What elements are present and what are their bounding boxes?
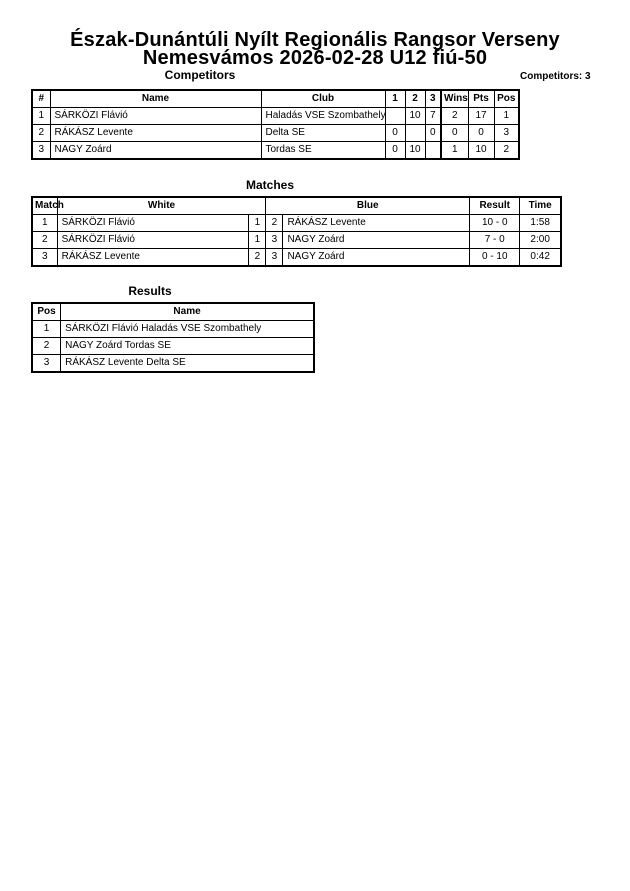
match-number: 2: [32, 232, 57, 249]
blue-number: 3: [266, 232, 283, 249]
matches-table: [31, 196, 562, 267]
score-vs-1: [385, 108, 405, 125]
score-vs-3: 7: [425, 108, 441, 125]
blue-competitor: NAGY Zoárd: [283, 232, 470, 249]
match-number: 1: [32, 215, 57, 232]
score-vs-1: 0: [385, 125, 405, 142]
competitor-points: 0: [468, 125, 494, 142]
match-time: 0:42: [520, 249, 561, 267]
column-header: Wins: [441, 90, 468, 108]
result-position: 3: [32, 355, 61, 373]
competitors-header-row: [32, 90, 519, 108]
score-vs-2: 10: [405, 108, 425, 125]
match-number: 3: [32, 249, 57, 267]
result-position: 2: [32, 338, 61, 355]
competitors-table: [31, 89, 520, 160]
blue-competitor: RÁKÁSZ Levente: [283, 215, 470, 232]
matches-header-row: [32, 197, 561, 215]
match-result: 7 - 0: [470, 232, 520, 249]
competitor-wins: 1: [441, 142, 468, 160]
competitor-position: 2: [494, 142, 519, 160]
result-name: SÁRKÖZI Flávió Haladás VSE Szombathely: [61, 321, 314, 338]
column-header: Name: [50, 90, 261, 108]
competitor-number: 3: [32, 142, 50, 160]
table-row: [32, 108, 519, 125]
table-row: [32, 355, 314, 373]
table-row: [32, 125, 519, 142]
table-row: [32, 249, 561, 267]
competitor-wins: 0: [441, 125, 468, 142]
competitor-points: 10: [468, 142, 494, 160]
column-header: 1: [385, 90, 405, 108]
table-row: [32, 321, 314, 338]
table-row: [32, 215, 561, 232]
white-number: 2: [249, 249, 266, 267]
competitor-name: SÁRKÖZI Flávió: [50, 108, 261, 125]
competitor-number: 1: [32, 108, 50, 125]
competitor-club: Tordas SE: [261, 142, 385, 160]
results-header-row: [32, 303, 314, 321]
result-name: NAGY Zoárd Tordas SE: [61, 338, 314, 355]
page-subtitle: Nemesvámos 2026-02-28 U12 fiú-50: [142, 47, 488, 69]
blue-number: 3: [266, 249, 283, 267]
competitors-section-title: Competitors: [164, 68, 236, 82]
results-section-title: Results: [128, 284, 172, 298]
score-vs-3: 0: [425, 125, 441, 142]
result-name: RÁKÁSZ Levente Delta SE: [61, 355, 314, 373]
column-header: Match: [32, 197, 57, 215]
matches-section-title: Matches: [245, 178, 295, 192]
column-header: #: [32, 90, 50, 108]
table-row: [32, 142, 519, 160]
column-header: 3: [425, 90, 441, 108]
competitor-number: 2: [32, 125, 50, 142]
column-header: Club: [261, 90, 385, 108]
score-vs-2: [405, 125, 425, 142]
competitor-position: 3: [494, 125, 519, 142]
competitor-club: Delta SE: [261, 125, 385, 142]
results-table: [31, 302, 315, 373]
column-header: Pos: [32, 303, 61, 321]
column-header: Pos: [494, 90, 519, 108]
white-number: 1: [249, 232, 266, 249]
competitor-points: 17: [468, 108, 494, 125]
table-row: [32, 232, 561, 249]
column-header: Name: [61, 303, 314, 321]
competitor-club: Haladás VSE Szombathely: [261, 108, 385, 125]
white-competitor: RÁKÁSZ Levente: [57, 249, 249, 267]
white-competitor: SÁRKÖZI Flávió: [57, 215, 249, 232]
white-competitor: SÁRKÖZI Flávió: [57, 232, 249, 249]
page-title: Észak-Dunántúli Nyílt Regionális Rangsor Verseny: [70, 29, 560, 51]
score-vs-1: 0: [385, 142, 405, 160]
column-header: 2: [405, 90, 425, 108]
competitor-position: 1: [494, 108, 519, 125]
column-header: White: [57, 197, 266, 215]
competitors-count: Competitors: 3: [520, 71, 591, 82]
blue-number: 2: [266, 215, 283, 232]
column-header: Result: [470, 197, 520, 215]
competitor-wins: 2: [441, 108, 468, 125]
match-time: 1:58: [520, 215, 561, 232]
blue-competitor: NAGY Zoárd: [283, 249, 470, 267]
match-result: 10 - 0: [470, 215, 520, 232]
competitor-name: RÁKÁSZ Levente: [50, 125, 261, 142]
score-vs-3: [425, 142, 441, 160]
result-position: 1: [32, 321, 61, 338]
white-number: 1: [249, 215, 266, 232]
match-result: 0 - 10: [470, 249, 520, 267]
competitor-name: NAGY Zoárd: [50, 142, 261, 160]
column-header: Blue: [266, 197, 470, 215]
table-row: [32, 338, 314, 355]
score-vs-2: 10: [405, 142, 425, 160]
column-header: Pts: [468, 90, 494, 108]
column-header: Time: [520, 197, 561, 215]
match-time: 2:00: [520, 232, 561, 249]
